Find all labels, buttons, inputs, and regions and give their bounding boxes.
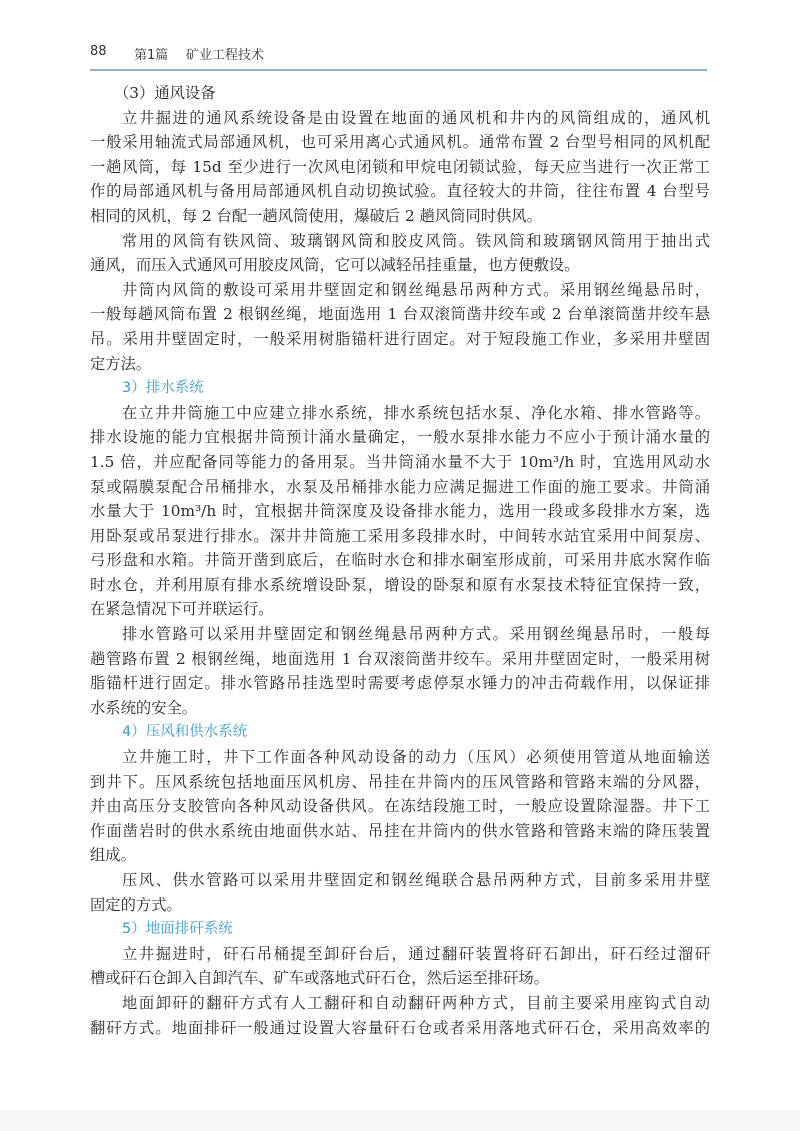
text-line: 吊。采用井壁固定时，一般采用树脂锚杆进行固定。对于短段施工作业，多采用井壁固 xyxy=(90,329,710,348)
text-line: 立井掘进的通风系统设备是由设置在地面的通风机和井内的风筒组成的，通风机 xyxy=(122,108,710,127)
text-line: 一般每趟风筒布置 2 根钢丝绳，地面选用 1 台双滚筒凿井绞车或 2 台单滚筒凿井绞车悬 xyxy=(90,305,710,324)
text-line: 常用的风筒有铁风筒、玻璃钢风筒和胶皮风筒。铁风筒和玻璃钢风筒用于抽出式 xyxy=(122,231,710,250)
text-line: 水系统的安全。 xyxy=(90,698,198,717)
paragraph xyxy=(90,401,710,622)
text-line: 1.5 倍，并应配备同等能力的备用泵。当井筒涌水量不大于 10m³/h 时，宜选用风动水 xyxy=(90,452,710,471)
text-line: 并由高压分支胶管向各种风动设备供风。在冻结段施工时，一般应设置除湿器。井下工 xyxy=(90,797,710,816)
section-heading: （3）通风设备 xyxy=(114,84,216,102)
text-line: 一般采用轴流式局部通风机，也可采用离心式通风机。通常布置 2 台型号相同的风机配 xyxy=(90,133,710,152)
text-line: 作面凿岩时的供水系统由地面供水站、吊挂在井筒内的供水管路和管路末端的降压装置 xyxy=(90,821,710,840)
page-bottom-margin xyxy=(0,1110,800,1131)
text-line: 用卧泵或吊泵进行排水。深井井筒施工采用多段排水时，中间转水站宜采用中间泵房、 xyxy=(90,526,710,545)
section-heading: 3）排水系统 xyxy=(122,380,204,397)
paragraph xyxy=(90,229,710,278)
text-line: 水量大于 10m³/h 时，宜根据井筒深度及设备排水能力，选用一段或多段排水方案，选 xyxy=(90,502,710,521)
paragraph xyxy=(90,868,710,917)
text-line: 排水设施的能力宜根据井筒预计涌水量确定，一般水泵排水能力不应小于预计涌水量的 xyxy=(90,428,710,447)
paragraph xyxy=(90,942,710,991)
text-line: 压风、供水管路可以采用井壁固定和钢丝绳联合悬吊两种方式，目前多采用井壁 xyxy=(122,871,710,889)
part-label: 第1篇 xyxy=(134,48,169,63)
text-line: 在立井井筒施工中应建立排水系统，排水系统包括水泵、净化水箱、排水管路等。 xyxy=(122,403,710,422)
text-line: 翻矸方式。地面排矸一般通过设置大容量矸石仓或者采用落地式矸石仓，采用高效率的 xyxy=(90,1018,710,1037)
text-line: 槽或矸石仓卸入自卸汽车、矿车或落地式矸石仓，然后运至排矸场。 xyxy=(90,969,549,988)
part-title: 矿业工程技术 xyxy=(186,48,265,63)
text-line: 到井下。压风系统包括地面压风机房、吊挂在井筒内的压风管路和管路末端的分风器， xyxy=(90,772,710,791)
text-line: 脂锚杆进行固定。排水管路吊挂选型时需要考虑停泵水锤力的冲击荷载作用，以保证排 xyxy=(90,674,710,693)
text-line: 弓形盘和水箱。井筒开凿到底后，在临时水仓和排水硐室形成前，可采用井底水窝作临 xyxy=(90,551,710,570)
body-text xyxy=(90,81,710,1040)
running-header xyxy=(90,44,710,64)
text-line: 组成。 xyxy=(90,846,136,865)
paragraph xyxy=(90,991,710,1040)
text-line: 井筒内风筒的敷设可采用井壁固定和钢丝绳悬吊两种方式。采用钢丝绳悬吊时， xyxy=(122,280,710,299)
text-line: 泵或隔膜泵配合吊桶排水，水泵及吊桶排水能力应满足掘进工作面的施工要求。井筒涌 xyxy=(90,477,710,496)
text-line: 作的局部通风机与备用局部通风机自动切换试验。直径较大的井筒，往往布置 4 台型号 xyxy=(90,182,710,201)
text-line: 立井施工时，井下工作面各种风动设备的动力（压风）必须使用管道从地面输送 xyxy=(122,748,710,767)
header-rule xyxy=(90,69,707,71)
text-line: 趟管路布置 2 根钢丝绳，地面选用 1 台双滚筒凿井绞车。采用井壁固定时，一般采用树 xyxy=(90,649,710,668)
paragraph xyxy=(90,278,710,376)
text-line: 时水仓，并利用原有排水系统增设卧泵，增设的卧泵和原有水泵技术特征宜保持一致， xyxy=(90,575,710,594)
text-line: 地面卸矸的翻矸方式有人工翻矸和自动翻矸两种方式，目前主要采用座钩式自动 xyxy=(122,993,710,1012)
section-heading: 4）压风和供水系统 xyxy=(122,724,248,741)
text-line: 固定的方式。 xyxy=(90,895,182,914)
text-line: 排水管路可以采用井壁固定和钢丝绳悬吊两种方式。采用钢丝绳悬吊时，一般每 xyxy=(122,625,710,644)
paragraph xyxy=(90,622,710,720)
paragraph xyxy=(90,745,710,868)
text-line: 相同的风机，每 2 台配一趟风筒使用，爆破后 2 趟风筒同时供风。 xyxy=(90,206,542,225)
text-line: 通风，而压入式通风可用胶皮风筒，它可以减轻吊挂重量，也方便敷设。 xyxy=(90,256,580,275)
text-line: 定方法。 xyxy=(90,354,152,373)
text-line: 一趟风筒，每 15d 至少进行一次风电闭锁和甲烷电闭锁试验，每天应当进行一次正常工 xyxy=(90,157,710,176)
page-number: 88 xyxy=(90,44,107,59)
text-line: 在紧急情况下可并联运行。 xyxy=(90,600,274,619)
section-heading: 5）地面排矸系统 xyxy=(122,921,233,938)
paragraph xyxy=(90,106,710,229)
text-line: 立井掘进时，矸石吊桶提至卸矸台后，通过翻矸装置将矸石卸出，矸石经过溜矸 xyxy=(122,944,710,963)
